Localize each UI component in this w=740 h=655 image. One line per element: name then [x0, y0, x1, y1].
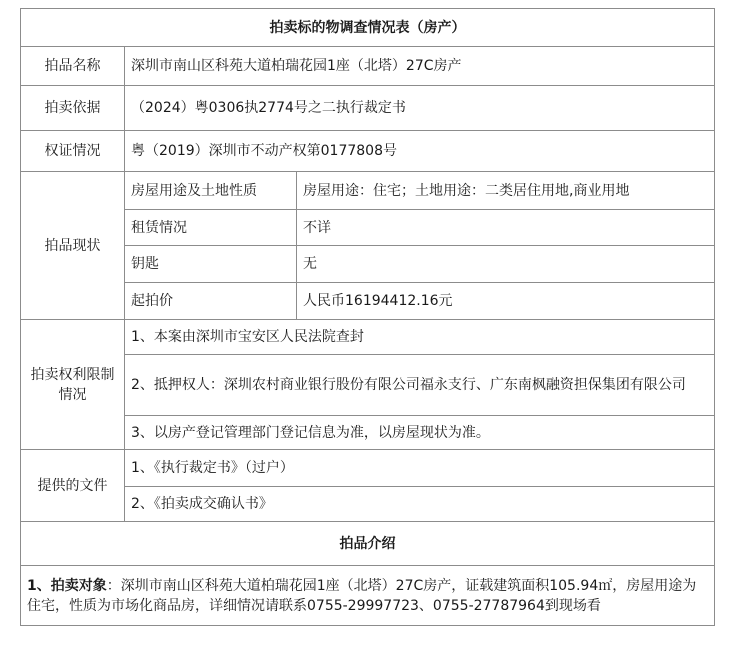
- status-row: [21, 210, 715, 246]
- restriction-row: [21, 355, 715, 416]
- status-label: 拍品现状: [21, 172, 125, 320]
- ownership-label: 权证情况: [21, 131, 125, 172]
- section-row: [21, 522, 715, 566]
- status-value: 不详: [297, 210, 715, 246]
- restrictions-label-line2: 情况: [58, 386, 87, 403]
- restriction-row: [21, 416, 715, 450]
- intro-text: ：深圳市南山区科苑大道柏瑞花园1座（北塔）27C房产，证载建筑面积105.94㎡，房屋用途为住宅，性质为市场化商品房，详细情况请联系0755-29997723、0755-27787964到现场看: [27, 577, 697, 614]
- restriction-item: 1、本案由深圳市宝安区人民法院查封: [125, 320, 715, 355]
- document-row: [21, 487, 715, 522]
- watermark-overlay: [628, 604, 688, 624]
- status-value: 无: [297, 246, 715, 283]
- item-name-row: [21, 47, 715, 86]
- document-row: [21, 450, 715, 487]
- status-key: 房屋用途及土地性质: [125, 172, 297, 210]
- section-title: 拍品介绍: [21, 522, 715, 566]
- survey-table: [20, 8, 715, 626]
- document-item: 2、《拍卖成交确认书》: [125, 487, 715, 522]
- status-key: 钥匙: [125, 246, 297, 283]
- status-row: [21, 283, 715, 320]
- document-item: 1、《执行裁定书》（过户）: [125, 450, 715, 487]
- restriction-item: 3、以房产登记管理部门登记信息为准，以房屋现状为准。: [125, 416, 715, 450]
- restriction-item: 2、抵押权人：深圳农村商业银行股份有限公司福永支行、广东南枫融资担保集团有限公司: [125, 355, 715, 416]
- intro-prefix: 1、拍卖对象: [27, 577, 107, 594]
- status-row: [21, 246, 715, 283]
- basis-row: [21, 86, 715, 131]
- status-row: [21, 172, 715, 210]
- item-name-value: 深圳市南山区科苑大道柏瑞花园1座（北塔）27C房产: [125, 47, 715, 86]
- title-row: [21, 9, 715, 47]
- intro-paragraph: [21, 566, 715, 626]
- restrictions-label-line1: 拍卖权利限制: [30, 366, 115, 383]
- basis-value: （2024）粤0306执2774号之二执行裁定书: [125, 86, 715, 131]
- table-title: 拍卖标的物调查情况表（房产）: [21, 9, 715, 47]
- status-key: 租赁情况: [125, 210, 297, 246]
- status-key: 起拍价: [125, 283, 297, 320]
- ownership-value: 粤（2019）深圳市不动产权第0177808号: [125, 131, 715, 172]
- restriction-row: [21, 320, 715, 355]
- status-value: 人民币16194412.16元: [297, 283, 715, 320]
- documents-label: 提供的文件: [21, 450, 125, 522]
- item-name-label: 拍品名称: [21, 47, 125, 86]
- ownership-row: [21, 131, 715, 172]
- basis-label: 拍卖依据: [21, 86, 125, 131]
- intro-row: [21, 566, 715, 626]
- restrictions-label: [21, 320, 125, 450]
- status-value: 房屋用途：住宅；土地用途：二类居住用地,商业用地: [297, 172, 715, 210]
